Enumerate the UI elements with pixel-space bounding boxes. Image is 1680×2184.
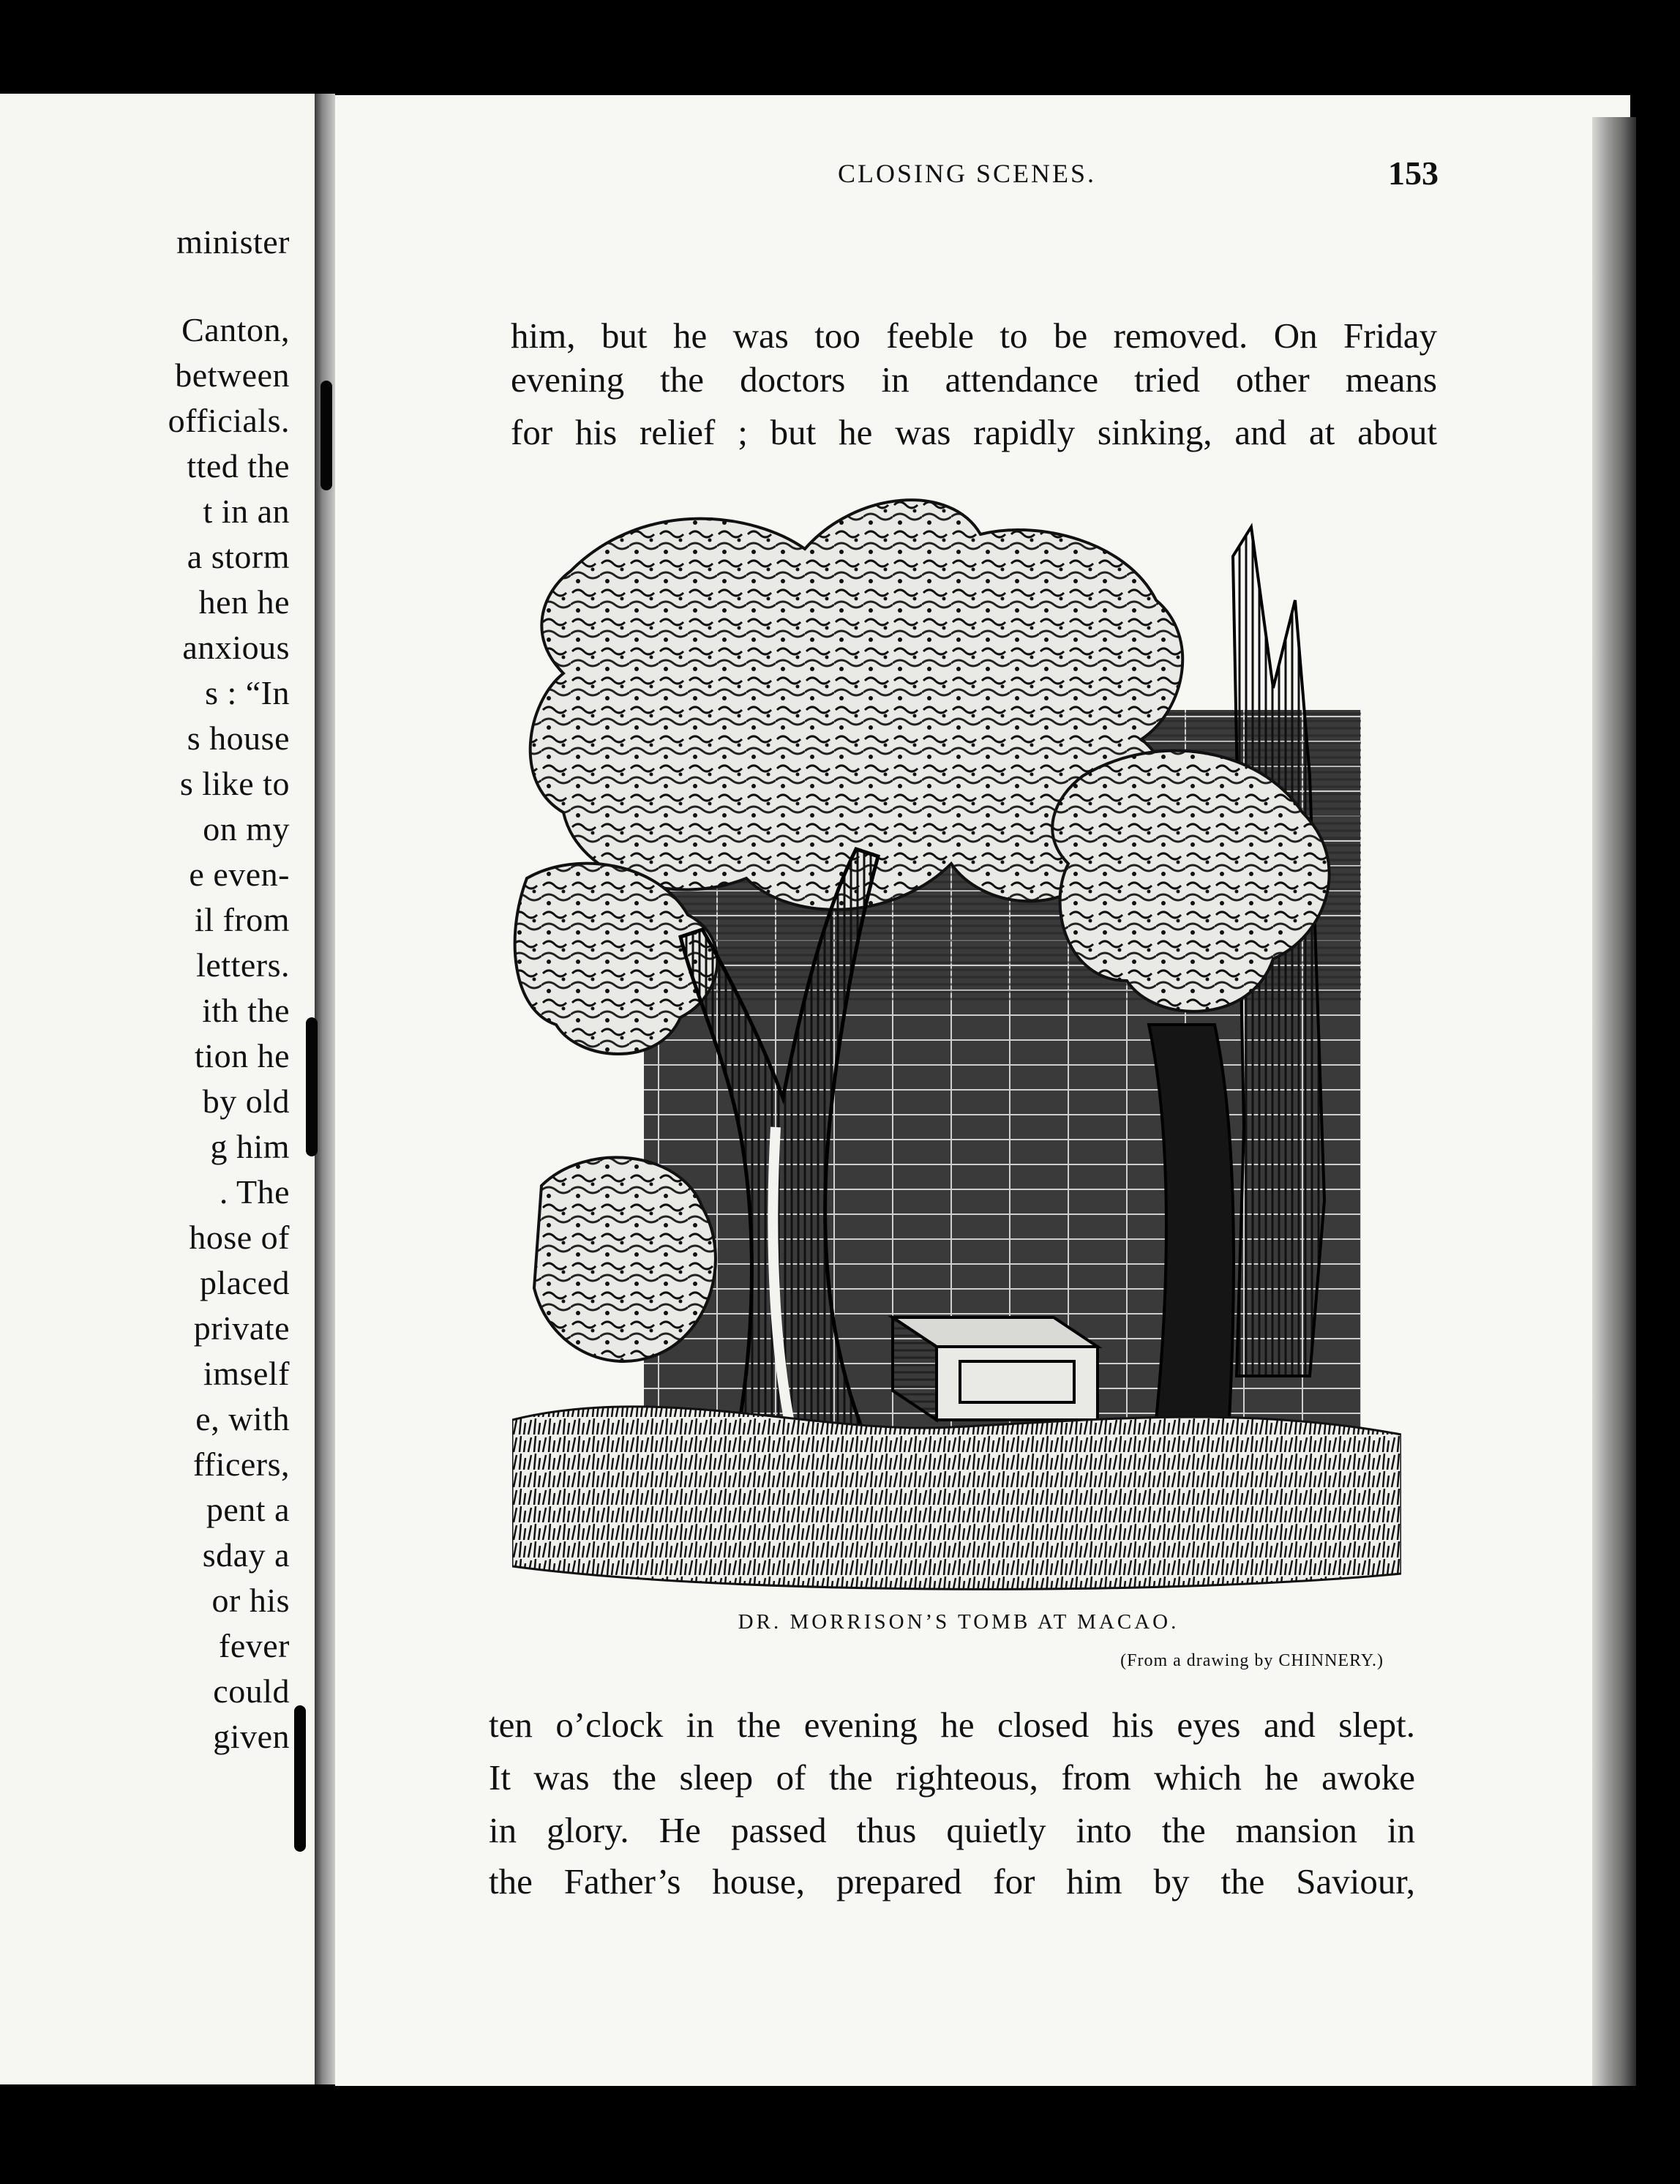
running-head: CLOSING SCENES.: [838, 159, 1097, 188]
left-page-text-line: letters.: [196, 946, 290, 984]
left-facing-page: [0, 94, 315, 2084]
left-page-text-line: s house: [187, 719, 290, 757]
left-page-text-line: or his: [211, 1582, 290, 1619]
illustration-caption: DR. MORRISON’S TOMB AT MACAO.: [738, 1610, 1180, 1634]
left-page-text-line: could: [213, 1672, 290, 1710]
left-page-text-line: il from: [195, 901, 290, 938]
binding-stitch-mark: [294, 1705, 306, 1852]
body-text-line: the Father’s house, prepared for him by the Saviour,: [489, 1861, 1415, 1901]
left-page-text-line: pent a: [206, 1491, 290, 1528]
left-page-text-line: e, with: [195, 1400, 290, 1437]
page-number: 153: [1388, 154, 1439, 192]
left-page-text-line: tted the: [187, 447, 290, 485]
body-text-line: It was the sleep of the righteous, from which he awoke: [489, 1757, 1415, 1798]
left-page-text-line: a storm: [187, 538, 290, 575]
body-text-line: ten o’clock in the evening he closed his eyes and slept.: [489, 1705, 1415, 1745]
left-page-text-line: anxious: [182, 629, 290, 666]
left-page-text-line: imself: [203, 1355, 290, 1392]
left-page-text-line: sday a: [202, 1536, 290, 1574]
left-page-text-line: minister: [176, 223, 290, 261]
illustration-credit: (From a drawing by CHINNERY.): [1120, 1651, 1384, 1670]
binding-stitch-mark: [306, 1017, 318, 1156]
left-page-text-line: hose of: [189, 1219, 290, 1256]
left-page-text-line: placed: [199, 1264, 290, 1301]
left-page-text-line: between: [175, 356, 290, 394]
tomb-engraving-illustration: [512, 468, 1401, 1596]
body-text-line: for his relief ; but he was rapidly sinking, and at about: [511, 412, 1437, 452]
left-page-text-line: officials.: [168, 402, 290, 439]
body-text-line: him, but he was too feeble to be removed. On Friday: [511, 315, 1437, 356]
left-page-text-line: e even-: [189, 856, 290, 893]
left-page-text-line: t in an: [203, 493, 290, 530]
left-page-text-line: fever: [219, 1627, 290, 1664]
left-page-text-line: by old: [202, 1082, 290, 1120]
left-page-text-line: private: [193, 1309, 290, 1347]
body-text-line: in glory. He passed thus quietly into the mansion in: [489, 1810, 1415, 1850]
binding-stitch-mark: [320, 381, 332, 490]
left-page-text-line: g him: [210, 1128, 290, 1165]
left-page-text-line: Canton,: [181, 311, 290, 348]
left-page-text-line: given: [213, 1718, 290, 1755]
page-edge-shadow: [1592, 117, 1636, 2086]
left-page-text-line: . The: [219, 1173, 290, 1211]
left-page-text-line: tion he: [195, 1037, 290, 1074]
body-text-line: evening the doctors in attendance tried other means: [511, 359, 1437, 400]
left-page-text-line: s : “In: [205, 674, 290, 711]
left-page-text-line: s like to: [179, 765, 290, 802]
left-page-text-line: on my: [203, 810, 290, 848]
left-page-text-line: fficers,: [192, 1446, 290, 1483]
left-page-text-line: hen he: [198, 583, 290, 621]
left-page-text-line: ith the: [202, 992, 290, 1029]
